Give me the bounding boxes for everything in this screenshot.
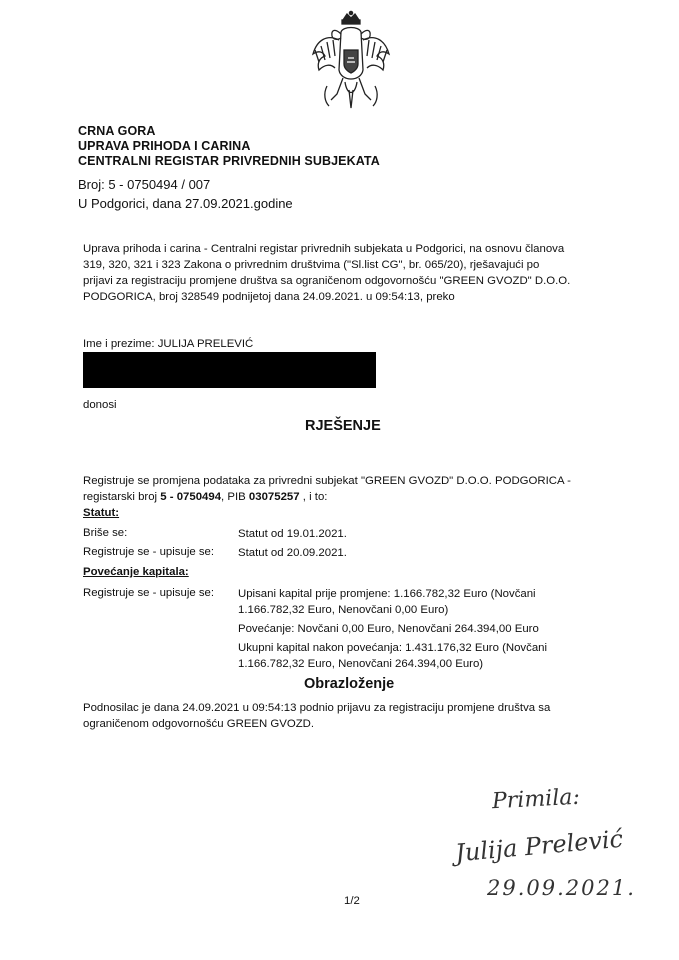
page-number: 1/2 [344, 895, 360, 907]
explanation-line-2: ograničenom odgovornošću GREEN GVOZD. [83, 718, 315, 730]
kapital-value-4: Ukupni kapital nakon povećanja: 1.431.176,32 Euro (Novčani [238, 642, 548, 654]
document-number: Broj: 5 - 0750494 / 007 [78, 177, 211, 192]
pib-prefix: , PIB [221, 491, 249, 503]
statut-brise-value: Statut od 19.01.2021. [238, 528, 347, 540]
intro-line-4: PODGORICA, broj 328549 podnijetoj dana 24.09.2021. u 09:54:13, preko [83, 291, 455, 303]
kapital-value-3: Povećanje: Novčani 0,00 Euro, Nenovčani 264.394,00 Euro [238, 623, 539, 635]
coat-of-arms [305, 10, 397, 115]
intro-line-2: 319, 320, 321 i 323 Zakona o privrednim društvima ("Sl.list CG", br. 065/20), rješavajući po [83, 259, 540, 271]
reg-prefix: registarski broj [83, 491, 161, 503]
statut-heading: Statut: [83, 507, 120, 519]
kapital-value-1: Upisani kapital prije promjene: 1.166.782,32 Euro (Novčani [238, 588, 536, 600]
applicant-name: Ime i prezime: JULIJA PRELEVIĆ [83, 338, 254, 350]
place-date: U Podgorici, dana 27.09.2021.godine [78, 196, 293, 211]
handwritten-date: 29.09.2021. [487, 876, 636, 900]
intro-line-1: Uprava prihoda i carina - Centralni registar privrednih subjekata u Podgorici, na osnovu članova [83, 243, 565, 255]
donosi-text: donosi [83, 399, 117, 411]
explanation-line-1: Podnosilac je dana 24.09.2021 u 09:54:13 podnio prijavu za registraciju promjene društva sa [83, 702, 551, 714]
reg-suffix: , i to: [299, 491, 328, 503]
handwritten-received: Primila: [491, 784, 581, 815]
title-obrazlozenje: Obrazloženje [304, 676, 395, 692]
title-rjesenje: RJEŠENJE [305, 418, 381, 434]
registration-line-1: Registruje se promjena podataka za privredni subjekat "GREEN GVOZD" D.O.O. PODGORICA - [83, 475, 571, 487]
kapital-heading: Povećanje kapitala: [83, 566, 189, 578]
pib-number: 03075257 [248, 491, 300, 503]
header-line-authority: UPRAVA PRIHODA I CARINA [78, 139, 251, 153]
statut-upisuje-label: Registruje se - upisuje se: [83, 546, 215, 558]
intro-line-3: prijavi za registraciju promjene društva sa ograničenom odgovornošću "GREEN GVOZD" D.O.O. [83, 275, 571, 287]
kapital-value-5: 1.166.782,32 Euro, Nenovčani 264.394,00 Euro) [238, 658, 484, 670]
reg-number: 5 - 0750494 [160, 491, 222, 503]
header-line-country: CRNA GORA [78, 124, 156, 138]
registration-line-2 [83, 489, 327, 505]
handwritten-name-signature: Julija Prelević [454, 824, 625, 868]
statut-brise-label: Briše se: [83, 527, 128, 539]
redaction-bar [83, 352, 376, 388]
statut-upisuje-value: Statut od 20.09.2021. [238, 547, 347, 559]
coat-of-arms-eagle-icon [305, 10, 397, 115]
kapital-label: Registruje se - upisuje se: [83, 587, 215, 599]
header-line-register: CENTRALNI REGISTAR PRIVREDNIH SUBJEKATA [78, 154, 380, 168]
kapital-value-2: 1.166.782,32 Euro, Nenovčani 0,00 Euro) [238, 604, 449, 616]
